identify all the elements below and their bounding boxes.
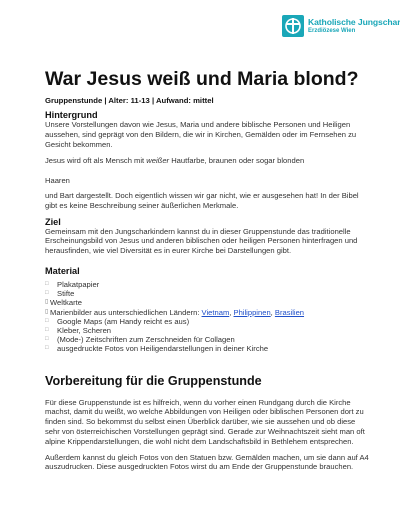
document-body	[45, 68, 371, 472]
logo-title: Katholische Jungschar	[308, 16, 400, 27]
list-item	[45, 289, 371, 298]
hintergrund-paragraph-1: Unsere Vorstellungen davon wie Jesus, Maria und andere biblische Personen und Heiligen aussehen, sind geprägt von den Bildern, die wir in Kirchen, Gemälden oder im Fernsehen zu Gesicht bekommen.	[45, 120, 357, 149]
p2-italic-word: weißer	[146, 156, 170, 166]
list-item-label: Kleber, Scheren	[57, 325, 112, 335]
bullet-icon: □	[45, 290, 49, 297]
link-brasilien[interactable]: Brasilien	[274, 307, 305, 317]
marienbilder-text: Marienbilder aus unterschiedlichen Ländern:	[50, 307, 202, 317]
bullet-icon: □	[45, 326, 49, 333]
ziel-paragraph: Gemeinsam mit den Jungscharkindern kannst du in dieser Gruppenstunde das traditionelle Erscheinungsbild von Jesus und anderen biblischen oder heiligen Personen hinterfragen und herausfinden, wie viel Diversität es in eurer Kirche bei Darstellungen gibt.	[45, 226, 358, 256]
bullet-icon: □	[45, 280, 49, 287]
bullet-icon: □	[45, 345, 49, 352]
link-vietnam[interactable]: Vietnam	[201, 307, 230, 317]
page-title: War Jesus weiß und Maria blond?	[45, 68, 359, 90]
p2-text-end: Hautfarbe, braunen oder sogar blonden	[169, 156, 305, 166]
vorbereitung-paragraph-1: Für diese Gruppenstunde ist es hilfreich, wenn du vorher einen Rundgang durch die Kirche machst, damit du weißt, wo welche Abbildungen von Heiligen oder biblischen Personen dort zu finden sind. So bekommst du selbst einen Überblick darüber, wie sie aussehen und ob diese sehr von österreichischen Vorstellungen geprägt sind. Gerade zur Weihnachtszeit sieht man oft alpine Krippendarstellungen, die wohl nicht dem Landschaftsbild in Bethlehem entsprechen.	[45, 397, 365, 446]
list-item-label: Weltkarte	[50, 298, 82, 308]
list-item	[45, 317, 371, 326]
bullet-icon: ▯	[45, 308, 49, 315]
link-separator: ,	[229, 307, 234, 317]
list-item-label: (Mode-) Zeitschriften zum Zerschneiden für Collagen	[57, 335, 235, 345]
bullet-icon: □	[45, 336, 49, 343]
list-item	[45, 326, 371, 335]
list-item-label	[50, 308, 304, 317]
logo-subtitle: Erzdiözese Wien	[308, 28, 356, 35]
list-item-label: Stifte	[57, 289, 75, 299]
kjs-logo-icon	[282, 15, 304, 37]
heading-vorbereitung: Vorbereitung für die Gruppenstunde	[45, 373, 262, 388]
list-item-label: Plakatpapier	[57, 279, 100, 289]
link-separator: ,	[270, 307, 275, 317]
heading-material: Material	[45, 265, 80, 276]
material-list	[45, 280, 371, 354]
heading-ziel: Ziel	[45, 216, 61, 227]
hintergrund-paragraph-3: Haaren	[45, 176, 70, 186]
list-item	[45, 335, 371, 344]
heading-hintergrund: Hintergrund	[45, 110, 98, 120]
link-philippinen[interactable]: Philippinen	[233, 307, 271, 317]
vorbereitung-paragraph-2: Außerdem kannst du gleich Fotos von den Statuen bzw. Gemälden machen, um sie dann auf A4 auszudrucken. Diese ausgedruckten Fotos wirst du am Ende der Gruppenstunde brauchen.	[45, 452, 369, 472]
meta-info: Gruppenstunde | Alter: 11-13 | Aufwand: mittel	[45, 96, 214, 105]
bullet-icon: ▯	[45, 299, 49, 306]
list-item-label: ausgedruckte Fotos von Heiligendarstellungen in deiner Kirche	[57, 344, 269, 354]
hintergrund-paragraph-2	[45, 156, 371, 166]
logo	[282, 14, 400, 38]
list-item	[45, 344, 371, 353]
list-item	[45, 298, 371, 307]
list-item	[45, 308, 371, 317]
list-item-label: Google Maps (am Handy reicht es aus)	[57, 316, 190, 326]
list-item	[45, 280, 371, 289]
p2-text-start: Jesus wird oft als Mensch mit	[45, 156, 147, 166]
hintergrund-paragraph-4: und Bart dargestellt. Doch eigentlich wissen wir gar nicht, wie er ausgesehen hat! In der Bibel gibt es keine Beschreibung seiner äußerlichen Merkmale.	[45, 190, 359, 210]
bullet-icon: □	[45, 317, 49, 324]
